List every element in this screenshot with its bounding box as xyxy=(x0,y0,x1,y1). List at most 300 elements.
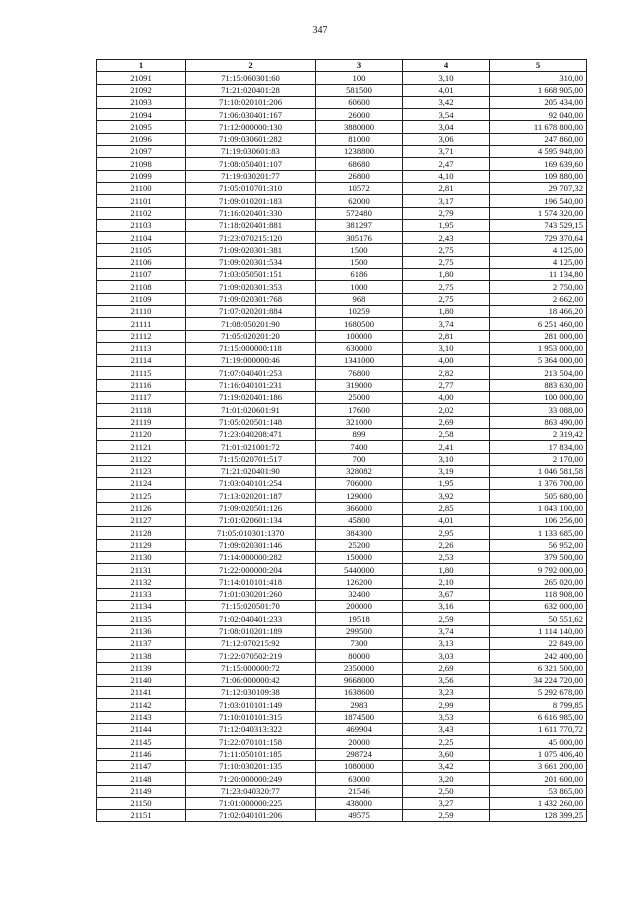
table-row xyxy=(97,109,587,121)
row-number-cell: 21103 xyxy=(97,219,186,231)
value-cell: 100 000,00 xyxy=(490,392,587,404)
rate-cell: 3,10 xyxy=(403,342,490,354)
column-header: 4 xyxy=(403,60,490,72)
rate-cell: 4,01 xyxy=(403,84,490,96)
rate-cell: 2,75 xyxy=(403,256,490,268)
table-row xyxy=(97,269,587,281)
value-cell: 34 224 720,00 xyxy=(490,674,587,686)
value-cell: 33 088,00 xyxy=(490,404,587,416)
rate-cell: 3,92 xyxy=(403,490,490,502)
cadastral-number-cell: 71:07:020201:884 xyxy=(186,305,316,317)
area-cell: 60600 xyxy=(316,96,403,108)
cadastral-number-cell: 71:01:020601:134 xyxy=(186,514,316,526)
value-cell: 92 040,00 xyxy=(490,109,587,121)
row-number-cell: 21151 xyxy=(97,810,186,822)
area-cell: 1500 xyxy=(316,256,403,268)
value-cell: 4 595 948,00 xyxy=(490,146,587,158)
cadastral-number-cell: 71:16:040101:231 xyxy=(186,379,316,391)
cadastral-number-cell: 71:05:010701:310 xyxy=(186,182,316,194)
rate-cell: 1,80 xyxy=(403,564,490,576)
cadastral-number-cell: 71:03:010101:149 xyxy=(186,699,316,711)
rate-cell: 3,56 xyxy=(403,674,490,686)
row-number-cell: 21126 xyxy=(97,502,186,514)
table-row xyxy=(97,699,587,711)
rate-cell: 2,99 xyxy=(403,699,490,711)
rate-cell: 3,10 xyxy=(403,453,490,465)
cadastral-number-cell: 71:06:000000:42 xyxy=(186,674,316,686)
rate-cell: 2,82 xyxy=(403,367,490,379)
row-number-cell: 21127 xyxy=(97,514,186,526)
table-row xyxy=(97,133,587,145)
cadastral-number-cell: 71:23:040320:77 xyxy=(186,785,316,797)
row-number-cell: 21094 xyxy=(97,109,186,121)
cadastral-number-cell: 71:10:010101:315 xyxy=(186,711,316,723)
table-row xyxy=(97,330,587,342)
rate-cell: 4,00 xyxy=(403,355,490,367)
value-cell: 17 834,00 xyxy=(490,441,587,453)
value-cell: 5 364 000,00 xyxy=(490,355,587,367)
table-row xyxy=(97,465,587,477)
value-cell: 729 370,64 xyxy=(490,232,587,244)
area-cell: 7400 xyxy=(316,441,403,453)
area-cell: 68680 xyxy=(316,158,403,170)
table-row xyxy=(97,256,587,268)
value-cell: 247 860,00 xyxy=(490,133,587,145)
row-number-cell: 21101 xyxy=(97,195,186,207)
value-cell: 11 678 800,00 xyxy=(490,121,587,133)
row-number-cell: 21118 xyxy=(97,404,186,416)
rate-cell: 4,00 xyxy=(403,392,490,404)
area-cell: 1874500 xyxy=(316,711,403,723)
cadastral-number-cell: 71:08:010201:189 xyxy=(186,625,316,637)
value-cell: 205 434,00 xyxy=(490,96,587,108)
area-cell: 26000 xyxy=(316,109,403,121)
value-cell: 56 952,00 xyxy=(490,539,587,551)
table-row xyxy=(97,392,587,404)
cadastral-number-cell: 71:12:000000:130 xyxy=(186,121,316,133)
area-cell: 26800 xyxy=(316,170,403,182)
value-cell: 281 000,00 xyxy=(490,330,587,342)
area-cell: 581500 xyxy=(316,84,403,96)
value-cell: 863 490,00 xyxy=(490,416,587,428)
rate-cell: 3,74 xyxy=(403,318,490,330)
row-number-cell: 21096 xyxy=(97,133,186,145)
table-row xyxy=(97,810,587,822)
value-cell: 1 668 905,00 xyxy=(490,84,587,96)
table-row xyxy=(97,96,587,108)
area-cell: 299500 xyxy=(316,625,403,637)
rate-cell: 1,95 xyxy=(403,219,490,231)
table-row xyxy=(97,588,587,600)
rate-cell: 2,75 xyxy=(403,281,490,293)
area-cell: 9668000 xyxy=(316,674,403,686)
table-row xyxy=(97,711,587,723)
row-number-cell: 21122 xyxy=(97,453,186,465)
cadastral-number-cell: 71:09:020301:381 xyxy=(186,244,316,256)
cadastral-number-cell: 71:15:000000:72 xyxy=(186,662,316,674)
area-cell: 384300 xyxy=(316,527,403,539)
table-row xyxy=(97,674,587,686)
rate-cell: 2,59 xyxy=(403,810,490,822)
rate-cell: 2,26 xyxy=(403,539,490,551)
row-number-cell: 21110 xyxy=(97,305,186,317)
cadastral-number-cell: 71:15:020701:517 xyxy=(186,453,316,465)
table-row xyxy=(97,146,587,158)
rate-cell: 3,67 xyxy=(403,588,490,600)
row-number-cell: 21139 xyxy=(97,662,186,674)
row-number-cell: 21115 xyxy=(97,367,186,379)
area-cell: 25200 xyxy=(316,539,403,551)
value-cell: 109 880,00 xyxy=(490,170,587,182)
rate-cell: 3,27 xyxy=(403,797,490,809)
table-row xyxy=(97,293,587,305)
cadastral-number-cell: 71:22:070502:219 xyxy=(186,650,316,662)
table-row xyxy=(97,502,587,514)
table-row xyxy=(97,72,587,84)
row-number-cell: 21107 xyxy=(97,269,186,281)
table-row xyxy=(97,748,587,760)
table-row xyxy=(97,207,587,219)
rate-cell: 2,85 xyxy=(403,502,490,514)
row-number-cell: 21093 xyxy=(97,96,186,108)
cadastral-number-cell: 71:01:000000:225 xyxy=(186,797,316,809)
table-row xyxy=(97,773,587,785)
area-cell: 305176 xyxy=(316,232,403,244)
cadastral-number-cell: 71:06:030401:167 xyxy=(186,109,316,121)
cadastral-number-cell: 71:10:030201:135 xyxy=(186,760,316,772)
rate-cell: 3,54 xyxy=(403,109,490,121)
cadastral-number-cell: 71:22:070101:158 xyxy=(186,736,316,748)
area-cell: 10572 xyxy=(316,182,403,194)
area-cell: 20000 xyxy=(316,736,403,748)
value-cell: 8 799,85 xyxy=(490,699,587,711)
value-cell: 6 321 500,00 xyxy=(490,662,587,674)
cadastral-number-cell: 71:05:020501:148 xyxy=(186,416,316,428)
area-cell: 150000 xyxy=(316,551,403,563)
row-number-cell: 21138 xyxy=(97,650,186,662)
cadastral-number-cell: 71:10:020101:206 xyxy=(186,96,316,108)
table-row xyxy=(97,576,587,588)
value-cell: 169 639,60 xyxy=(490,158,587,170)
rate-cell: 2,79 xyxy=(403,207,490,219)
cadastral-number-cell: 71:19:000000:46 xyxy=(186,355,316,367)
row-number-cell: 21131 xyxy=(97,564,186,576)
row-number-cell: 21097 xyxy=(97,146,186,158)
rate-cell: 2,47 xyxy=(403,158,490,170)
column-header: 5 xyxy=(490,60,587,72)
row-number-cell: 21113 xyxy=(97,342,186,354)
value-cell: 18 466,20 xyxy=(490,305,587,317)
row-number-cell: 21091 xyxy=(97,72,186,84)
table-row xyxy=(97,687,587,699)
rate-cell: 2,50 xyxy=(403,785,490,797)
area-cell: 1000 xyxy=(316,281,403,293)
area-cell: 298724 xyxy=(316,748,403,760)
rate-cell: 1,95 xyxy=(403,478,490,490)
row-number-cell: 21123 xyxy=(97,465,186,477)
row-number-cell: 21129 xyxy=(97,539,186,551)
value-cell: 1 376 700,00 xyxy=(490,478,587,490)
area-cell: 700 xyxy=(316,453,403,465)
table-row xyxy=(97,244,587,256)
rate-cell: 4,01 xyxy=(403,514,490,526)
cadastral-number-cell: 71:21:020401:28 xyxy=(186,84,316,96)
value-cell: 1 953 000,00 xyxy=(490,342,587,354)
area-cell: 62000 xyxy=(316,195,403,207)
data-table xyxy=(96,59,587,822)
area-cell: 1638600 xyxy=(316,687,403,699)
rate-cell: 3,04 xyxy=(403,121,490,133)
row-number-cell: 21116 xyxy=(97,379,186,391)
rate-cell: 2,69 xyxy=(403,662,490,674)
rate-cell: 1,80 xyxy=(403,269,490,281)
table-row xyxy=(97,84,587,96)
table-row xyxy=(97,182,587,194)
row-number-cell: 21147 xyxy=(97,760,186,772)
table-body xyxy=(97,72,587,822)
row-number-cell: 21099 xyxy=(97,170,186,182)
table-row xyxy=(97,760,587,772)
area-cell: 899 xyxy=(316,428,403,440)
row-number-cell: 21114 xyxy=(97,355,186,367)
row-number-cell: 21148 xyxy=(97,773,186,785)
row-number-cell: 21125 xyxy=(97,490,186,502)
row-number-cell: 21104 xyxy=(97,232,186,244)
row-number-cell: 21145 xyxy=(97,736,186,748)
area-cell: 25000 xyxy=(316,392,403,404)
cadastral-number-cell: 71:20:000000:249 xyxy=(186,773,316,785)
value-cell: 106 256,00 xyxy=(490,514,587,526)
area-cell: 63000 xyxy=(316,773,403,785)
area-cell: 3880000 xyxy=(316,121,403,133)
value-cell: 1 046 581,58 xyxy=(490,465,587,477)
row-number-cell: 21095 xyxy=(97,121,186,133)
row-number-cell: 21130 xyxy=(97,551,186,563)
table-row xyxy=(97,724,587,736)
cadastral-number-cell: 71:12:070215:92 xyxy=(186,637,316,649)
value-cell: 1 432 260,00 xyxy=(490,797,587,809)
cadastral-number-cell: 71:07:040401:253 xyxy=(186,367,316,379)
cadastral-number-cell: 71:14:000000:282 xyxy=(186,551,316,563)
value-cell: 128 399,25 xyxy=(490,810,587,822)
rate-cell: 2,41 xyxy=(403,441,490,453)
value-cell: 632 000,00 xyxy=(490,601,587,613)
rate-cell: 2,69 xyxy=(403,416,490,428)
cadastral-number-cell: 71:18:020401:881 xyxy=(186,219,316,231)
area-cell: 129000 xyxy=(316,490,403,502)
cadastral-number-cell: 71:09:010201:183 xyxy=(186,195,316,207)
row-number-cell: 21128 xyxy=(97,527,186,539)
table-row xyxy=(97,428,587,440)
rate-cell: 3,13 xyxy=(403,637,490,649)
rate-cell: 3,20 xyxy=(403,773,490,785)
cadastral-number-cell: 71:09:020301:768 xyxy=(186,293,316,305)
area-cell: 438000 xyxy=(316,797,403,809)
area-cell: 1341000 xyxy=(316,355,403,367)
row-number-cell: 21109 xyxy=(97,293,186,305)
value-cell: 2 319,42 xyxy=(490,428,587,440)
value-cell: 1 574 320,00 xyxy=(490,207,587,219)
table-row xyxy=(97,170,587,182)
area-cell: 706000 xyxy=(316,478,403,490)
rate-cell: 3,03 xyxy=(403,650,490,662)
row-number-cell: 21105 xyxy=(97,244,186,256)
rate-cell: 3,43 xyxy=(403,724,490,736)
area-cell: 6186 xyxy=(316,269,403,281)
row-number-cell: 21150 xyxy=(97,797,186,809)
area-cell: 469904 xyxy=(316,724,403,736)
value-cell: 29 707,32 xyxy=(490,182,587,194)
table-row xyxy=(97,736,587,748)
rate-cell: 3,19 xyxy=(403,465,490,477)
rate-cell: 2,77 xyxy=(403,379,490,391)
table-row xyxy=(97,355,587,367)
table-row xyxy=(97,527,587,539)
cadastral-number-cell: 71:09:020301:146 xyxy=(186,539,316,551)
area-cell: 1080000 xyxy=(316,760,403,772)
area-cell: 1238800 xyxy=(316,146,403,158)
cadastral-number-cell: 71:19:020401:186 xyxy=(186,392,316,404)
cadastral-number-cell: 71:13:020201:187 xyxy=(186,490,316,502)
row-number-cell: 21143 xyxy=(97,711,186,723)
rate-cell: 2,53 xyxy=(403,551,490,563)
area-cell: 2350000 xyxy=(316,662,403,674)
value-cell: 22 849,00 xyxy=(490,637,587,649)
table-row xyxy=(97,318,587,330)
cadastral-number-cell: 71:08:050401:107 xyxy=(186,158,316,170)
rate-cell: 3,42 xyxy=(403,760,490,772)
table-row xyxy=(97,613,587,625)
row-number-cell: 21140 xyxy=(97,674,186,686)
cadastral-number-cell: 71:05:020201:20 xyxy=(186,330,316,342)
area-cell: 366000 xyxy=(316,502,403,514)
row-number-cell: 21124 xyxy=(97,478,186,490)
rate-cell: 2,43 xyxy=(403,232,490,244)
value-cell: 118 908,00 xyxy=(490,588,587,600)
rate-cell: 3,16 xyxy=(403,601,490,613)
row-number-cell: 21133 xyxy=(97,588,186,600)
value-cell: 883 630,00 xyxy=(490,379,587,391)
area-cell: 381297 xyxy=(316,219,403,231)
cadastral-number-cell: 71:23:040208:471 xyxy=(186,428,316,440)
row-number-cell: 21121 xyxy=(97,441,186,453)
cadastral-number-cell: 71:05:010301:1370 xyxy=(186,527,316,539)
area-cell: 76800 xyxy=(316,367,403,379)
value-cell: 11 134,80 xyxy=(490,269,587,281)
cadastral-number-cell: 71:16:020401:330 xyxy=(186,207,316,219)
row-number-cell: 21132 xyxy=(97,576,186,588)
area-cell: 1680500 xyxy=(316,318,403,330)
area-cell: 2983 xyxy=(316,699,403,711)
rate-cell: 3,06 xyxy=(403,133,490,145)
value-cell: 1 611 770,72 xyxy=(490,724,587,736)
table-row xyxy=(97,195,587,207)
row-number-cell: 21100 xyxy=(97,182,186,194)
cadastral-number-cell: 71:02:040401:233 xyxy=(186,613,316,625)
value-cell: 213 504,00 xyxy=(490,367,587,379)
rate-cell: 2,02 xyxy=(403,404,490,416)
table-row xyxy=(97,219,587,231)
rate-cell: 2,81 xyxy=(403,182,490,194)
cadastral-number-cell: 71:15:020501:70 xyxy=(186,601,316,613)
area-cell: 21546 xyxy=(316,785,403,797)
area-cell: 630000 xyxy=(316,342,403,354)
row-number-cell: 21112 xyxy=(97,330,186,342)
value-cell: 45 000,00 xyxy=(490,736,587,748)
row-number-cell: 21142 xyxy=(97,699,186,711)
cadastral-number-cell: 71:11:050101:185 xyxy=(186,748,316,760)
cadastral-number-cell: 71:01:021001:72 xyxy=(186,441,316,453)
cadastral-number-cell: 71:21:020401:90 xyxy=(186,465,316,477)
row-number-cell: 21137 xyxy=(97,637,186,649)
cadastral-number-cell: 71:08:050201:90 xyxy=(186,318,316,330)
table-row xyxy=(97,404,587,416)
cadastral-number-cell: 71:09:020301:534 xyxy=(186,256,316,268)
area-cell: 572480 xyxy=(316,207,403,219)
cadastral-number-cell: 71:01:030201:260 xyxy=(186,588,316,600)
table-row xyxy=(97,158,587,170)
row-number-cell: 21135 xyxy=(97,613,186,625)
table-row xyxy=(97,601,587,613)
value-cell: 4 125,00 xyxy=(490,244,587,256)
rate-cell: 3,71 xyxy=(403,146,490,158)
table-row xyxy=(97,785,587,797)
rate-cell: 2,81 xyxy=(403,330,490,342)
value-cell: 1 133 685,00 xyxy=(490,527,587,539)
rate-cell: 3,42 xyxy=(403,96,490,108)
table-row xyxy=(97,453,587,465)
value-cell: 5 292 678,00 xyxy=(490,687,587,699)
value-cell: 9 792 000,00 xyxy=(490,564,587,576)
row-number-cell: 21111 xyxy=(97,318,186,330)
cadastral-number-cell: 71:12:030109:38 xyxy=(186,687,316,699)
value-cell: 50 551,62 xyxy=(490,613,587,625)
value-cell: 2 662,00 xyxy=(490,293,587,305)
cadastral-number-cell: 71:09:020301:353 xyxy=(186,281,316,293)
page-number: 347 xyxy=(312,25,328,36)
table-row xyxy=(97,305,587,317)
rate-cell: 2,95 xyxy=(403,527,490,539)
table-row xyxy=(97,650,587,662)
value-cell: 310,00 xyxy=(490,72,587,84)
rate-cell: 3,23 xyxy=(403,687,490,699)
table-row xyxy=(97,121,587,133)
column-header: 3 xyxy=(316,60,403,72)
table-row xyxy=(97,539,587,551)
row-number-cell: 21092 xyxy=(97,84,186,96)
table-row xyxy=(97,662,587,674)
value-cell: 53 865,00 xyxy=(490,785,587,797)
area-cell: 80000 xyxy=(316,650,403,662)
table-row xyxy=(97,478,587,490)
table-row xyxy=(97,551,587,563)
table-row xyxy=(97,637,587,649)
cadastral-number-cell: 71:09:020501:126 xyxy=(186,502,316,514)
row-number-cell: 21119 xyxy=(97,416,186,428)
row-number-cell: 21120 xyxy=(97,428,186,440)
area-cell: 17600 xyxy=(316,404,403,416)
value-cell: 743 529,15 xyxy=(490,219,587,231)
value-cell: 1 075 406,40 xyxy=(490,748,587,760)
table-row xyxy=(97,797,587,809)
area-cell: 5440000 xyxy=(316,564,403,576)
cadastral-number-cell: 71:15:060301:60 xyxy=(186,72,316,84)
area-cell: 319000 xyxy=(316,379,403,391)
rate-cell: 1,80 xyxy=(403,305,490,317)
row-number-cell: 21102 xyxy=(97,207,186,219)
table-row xyxy=(97,379,587,391)
rate-cell: 2,58 xyxy=(403,428,490,440)
